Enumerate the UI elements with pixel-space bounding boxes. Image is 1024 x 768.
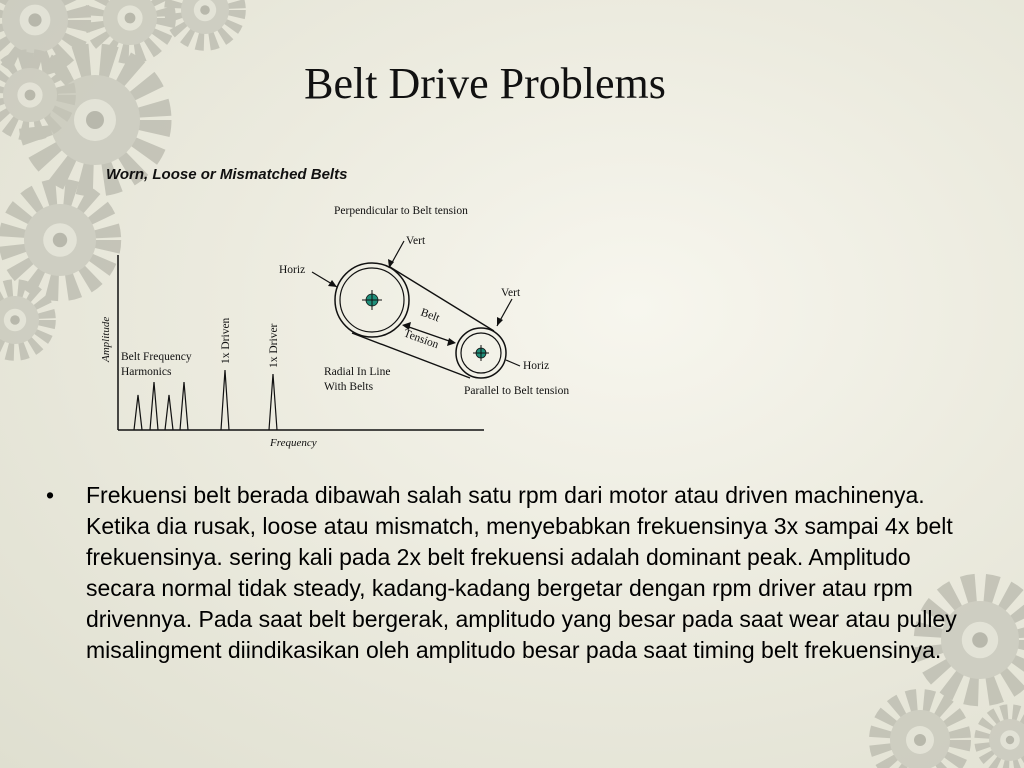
tension-label: Tension: [401, 327, 441, 352]
driven-label: 1x Driven: [220, 317, 232, 364]
slide-subtitle: Worn, Loose or Mismatched Belts: [106, 166, 348, 183]
belt-harmonic-peak-4: [180, 382, 188, 430]
radial-label-line2: With Belts: [324, 381, 374, 393]
belt-harmonic-peak-1: [134, 395, 142, 430]
radial-label-line1: Radial In Line: [324, 366, 391, 378]
harmonics-label: Harmonics: [121, 366, 172, 378]
bullet-text: Frekuensi belt berada dibawah salah satu rpm dari motor atau driven machinenya. Ketika dia rusak, loose atau mismatch, menyebabkan frekuensinya 3x sampai 4x belt frekuensinya. sering kali pada 2x belt frekuensi adalah dominant peak. Amplitudo secara normal tidak steady, kadang-kadang bergetar dengan rpm driver atau rpm drivennya. Pada saat belt bergerak, amplitudo yang besar pada saat wear atau pulley misalingment diindikasikan oleh amplitudo besar pada saat timing belt frekuensinya.: [86, 482, 957, 663]
driver-label: 1x Driver: [268, 323, 280, 368]
parallel-label: Parallel to Belt tension: [464, 385, 570, 397]
horiz-right-arrow: [506, 360, 520, 366]
horiz-left-label: Horiz: [279, 264, 306, 276]
horiz-right-label: Horiz: [523, 360, 550, 372]
frequency-axis-label: Frequency: [270, 437, 317, 449]
bullet-marker: •: [46, 482, 55, 508]
vert-right-label: Vert: [501, 287, 521, 299]
bullet-item: [46, 480, 976, 666]
perpendicular-label: Perpendicular to Belt tension: [334, 205, 468, 217]
belt-harmonic-peak-3: [165, 395, 173, 430]
belt-upper: [390, 267, 494, 331]
belt-label: Belt: [418, 306, 442, 325]
amplitude-axis-label: Amplitude: [100, 316, 112, 362]
vert-top-label: Vert: [406, 235, 426, 247]
slide-title: Belt Drive Problems: [304, 59, 666, 108]
sensor-large-pulley: [362, 290, 382, 310]
driven-peak: [221, 370, 229, 430]
belt-frequency-label: Belt Frequency: [121, 351, 192, 363]
sensor-small-pulley: [473, 345, 489, 361]
belt-harmonic-peak-2: [150, 382, 158, 430]
driver-peak: [269, 374, 277, 430]
